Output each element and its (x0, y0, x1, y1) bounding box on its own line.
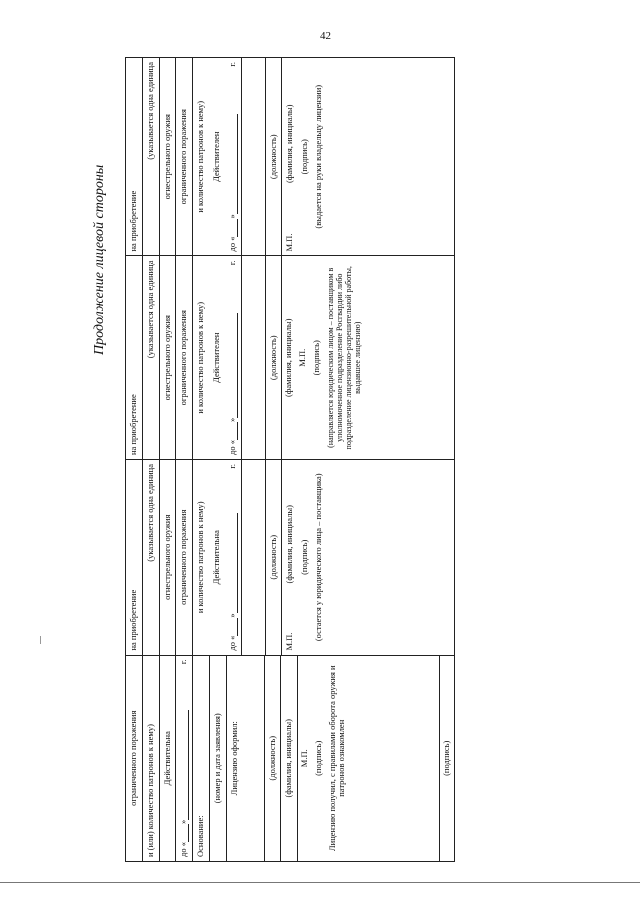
c3-position: (должность) (266, 257, 283, 460)
c1-valid: Действительна (160, 656, 177, 861)
c2-until-prefix: до « (226, 635, 237, 651)
c1-issued-by: Лицензию оформил: (228, 721, 239, 796)
c1-cartridges: и (или) количество патронов к нему) (143, 656, 160, 861)
c3-valid: Действителен (210, 332, 221, 383)
c1-acknowledged: Лицензию получил, с правилами оборота оружия и патронов ознакомлен (326, 665, 347, 852)
c2-cartridges: и количество патронов к нему) (195, 501, 206, 614)
c1-until-mid: » (178, 819, 189, 825)
c1-stamp: М.П. (299, 749, 310, 768)
bottom-scan-edge (0, 882, 640, 883)
c2-position: (должность) (266, 460, 283, 655)
c4-acquisition: на приобретение (126, 58, 143, 256)
c4-signature: (подпись) (299, 139, 310, 175)
form-column-2 (126, 459, 454, 655)
c3-cartridges: и количество патронов к нему) (195, 301, 206, 414)
c4-valid: Действителен (210, 131, 221, 182)
c2-limited-damage: ограниченного поражения (176, 460, 193, 655)
c3-stamp: М.П. (297, 348, 308, 367)
c3-until-mid: » (226, 417, 237, 423)
c3-limited-damage: ограниченного поражения (176, 257, 193, 460)
form-column-3 (126, 256, 454, 460)
scan-margin-mark (40, 636, 44, 644)
c1-application: (номер и дата заявления) (210, 656, 227, 861)
c4-firearm: огнестрельного оружия (160, 58, 177, 256)
c2-position-blank (242, 460, 266, 655)
c1-year: г. (178, 659, 189, 665)
c2-stamp: М.П. (284, 632, 295, 651)
c4-until-prefix: до « (226, 236, 237, 252)
c2-firearm: огнестрельного оружия (160, 460, 177, 655)
c2-until-line (225, 460, 242, 655)
c2-stamp-row (282, 460, 298, 655)
c3-note: (направляется юридическим лицом – поставщиком в уполномоченное подразделение Росгвардии либо подразделение лицензионно-разрешительной работы, выдавшее лицензию) (325, 266, 363, 450)
c3-day-blank (228, 422, 238, 440)
c4-limited-damage: ограниченного поражения (176, 58, 193, 256)
c1-limited-damage: ограниченного поражения (126, 656, 143, 861)
c4-year: г. (226, 62, 237, 67)
c4-cartridges: и количество патронов к нему) (195, 100, 206, 213)
c2-surname: (фамилия, инициалы) (284, 505, 295, 584)
c1-day-blank (179, 824, 189, 842)
c3-until-line (225, 257, 242, 460)
c4-until-mid: » (226, 214, 237, 219)
c2-note: (остается у юридического лица – поставщика) (312, 473, 323, 642)
c3-acquisition: на приобретение (126, 257, 143, 460)
form-column-1 (126, 655, 454, 861)
c1-basis: Основание: (193, 656, 210, 861)
c3-position-blank (242, 257, 266, 460)
c4-one-unit: (указывается одна единица (143, 58, 160, 256)
page-number: 42 (320, 30, 331, 42)
c2-acquisition: на приобретение (126, 460, 143, 655)
c1-surname: (фамилия, инициалы) (281, 656, 298, 861)
c3-year: г. (226, 260, 237, 266)
c4-until-line (225, 58, 242, 256)
c3-firearm: огнестрельного оружия (160, 257, 177, 460)
section-heading: Продолжение лицевой стороны (92, 164, 107, 355)
c2-year: г. (226, 464, 237, 469)
c1-until-line (176, 656, 193, 861)
c2-valid: Действительна (210, 530, 221, 585)
c3-surname: (фамилия, инициалы) (283, 318, 294, 397)
c4-note: (выдается на руки владельцу лицензии) (312, 84, 323, 229)
c2-month-blank (228, 513, 238, 613)
c3-signature: (подпись) (310, 340, 321, 376)
c4-day-blank (228, 219, 238, 237)
c4-month-blank (228, 114, 238, 214)
c1-until-prefix: до « (178, 842, 189, 857)
license-form-table (125, 57, 455, 862)
form-column-4 (126, 58, 454, 256)
c1-position: (должность) (265, 656, 282, 861)
c3-month-blank (228, 313, 238, 418)
c4-surname: (фамилия, инициалы) (284, 104, 295, 183)
c2-one-unit: (указывается одна единица (143, 460, 160, 655)
c1-issued-blank (243, 656, 265, 861)
c2-day-blank (228, 618, 238, 636)
c4-position: (должность) (266, 58, 283, 256)
c4-position-blank (242, 58, 266, 256)
c1-signature-2: (подпись) (439, 656, 454, 861)
c3-until-prefix: до « (226, 440, 237, 455)
c4-stamp: М.П. (284, 233, 295, 252)
c2-until-mid: » (226, 613, 237, 618)
c1-month-blank (179, 710, 189, 820)
c3-one-unit: (указывается одна единица (143, 257, 160, 460)
c1-signature: (подпись) (312, 740, 323, 776)
c4-stamp-row (282, 58, 298, 256)
c2-signature: (подпись) (299, 539, 310, 575)
